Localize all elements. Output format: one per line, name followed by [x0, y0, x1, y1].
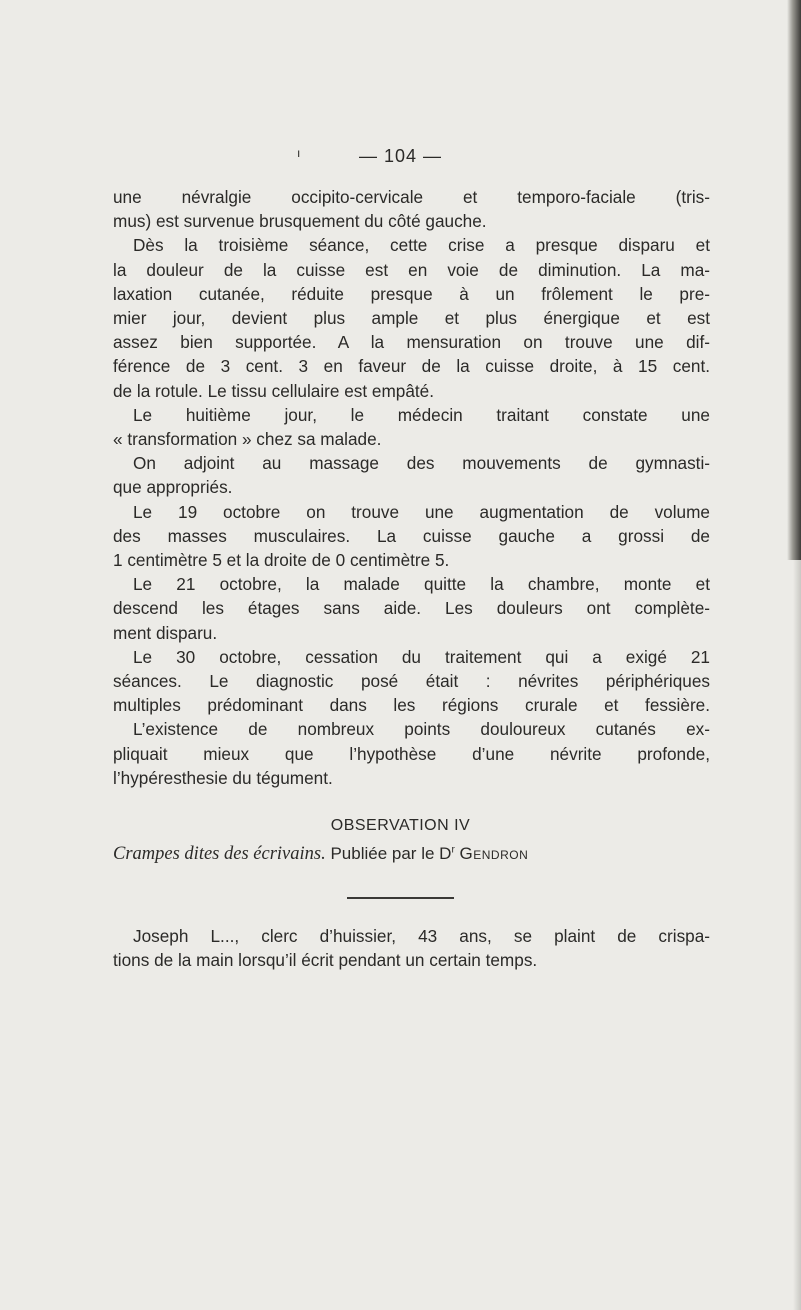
observation-title: OBSERVATION IV — [330, 817, 471, 834]
text-line: Le huitième jour, le médecin traitant constate une — [133, 404, 710, 425]
text-line: « transformation » chez sa malade. — [113, 429, 382, 450]
subtitle-italic: Crampes dites des écrivains. — [113, 844, 326, 864]
text-line: des masses musculaires. La cuisse gauche a grossi de — [113, 525, 710, 546]
text-line: L’existence de nombreux points douloureux cutanés ex- — [133, 719, 710, 740]
text-line: l’hypéresthesie du tégument. — [113, 767, 333, 788]
text-line: une névralgie occipito-cervicale et temporo-faciale (tris- — [113, 187, 710, 207]
text-line: laxation cutanée, réduite presque à un frôlement le pre- — [113, 283, 710, 304]
header-mark: ı — [297, 146, 301, 160]
subtitle-author: Gendron — [459, 844, 529, 863]
text-line: Le 30 octobre, cessation du traitement qui a exigé 21 — [133, 646, 710, 667]
text-line: ment disparu. — [113, 622, 218, 643]
text-line: mier jour, devient plus ample et plus énergique et est — [113, 308, 710, 329]
observation-subtitle — [113, 844, 710, 865]
text-line: Dès la troisième séance, cette crise a presque disparu et — [133, 235, 710, 256]
text-line: pliquait mieux que l’hypothèse d’une névrite profonde, — [113, 743, 710, 764]
text-line: Le 21 octobre, la malade quitte la chambre, monte et — [133, 574, 710, 595]
text-line: On adjoint au massage des mouvements de gymnasti- — [133, 453, 710, 474]
page-edge-shadow-lower — [793, 560, 801, 1310]
main-paragraph — [113, 185, 710, 790]
text-line: séances. Le diagnostic posé était : névrites périphériques — [113, 671, 710, 692]
page-edge-shadow — [787, 0, 801, 560]
text-line: férence de 3 cent. 3 en faveur de la cuisse droite, à 15 cent. — [113, 356, 710, 377]
text-line: tions de la main lorsqu’il écrit pendant un certain temps. — [113, 950, 538, 971]
text-line: assez bien supportée. A la mensuration on trouve une dif- — [113, 332, 710, 353]
text-line: mus) est survenue brusquement du côté gauche. — [113, 211, 487, 232]
text-line: de la rotule. Le tissu cellulaire est empâté. — [113, 380, 435, 401]
text-line: 1 centimètre 5 et la droite de 0 centimètre 5. — [113, 550, 450, 571]
text-line: Le 19 octobre on trouve une augmentation de volume — [133, 501, 710, 522]
text-line: la douleur de la cuisse est en voie de diminution. La ma- — [113, 259, 710, 280]
section-divider — [347, 897, 454, 899]
text-line: descend les étages sans aide. Les douleurs ont complète- — [113, 598, 710, 619]
subtitle-superscript: r — [451, 844, 455, 856]
closing-paragraph — [113, 924, 710, 972]
subtitle-text: Publiée par le D — [330, 844, 452, 863]
text-line: multiples prédominant dans les régions crurale et fessière. — [113, 695, 710, 716]
page-number: — 104 — — [358, 146, 443, 166]
text-line: Joseph L..., clerc d’huissier, 43 ans, se plaint de crispa- — [133, 926, 710, 946]
text-line: que appropriés. — [113, 477, 233, 498]
